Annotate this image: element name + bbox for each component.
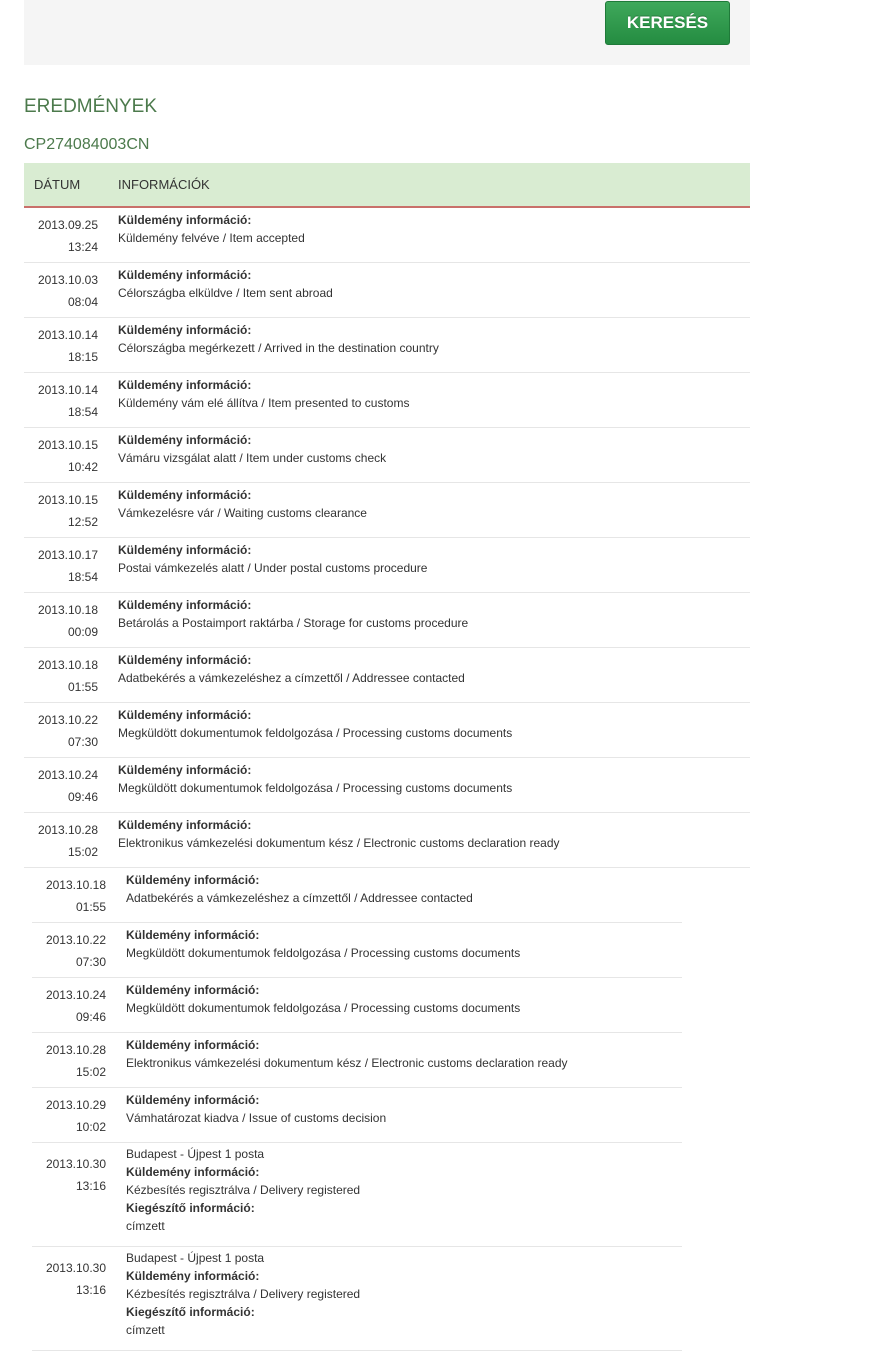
results-table-body xyxy=(24,208,750,868)
table-row xyxy=(24,648,750,703)
row-info xyxy=(118,376,409,412)
row-time: 18:54 xyxy=(67,570,98,584)
row-info-text: Küldemény vám elé állítva / Item presented to customs xyxy=(118,396,410,410)
row-info-text: Kézbesítés regisztrálva / Delivery registered xyxy=(126,1183,361,1197)
row-info-label: Küldemény információ: xyxy=(126,1269,260,1283)
row-info-label: Küldemény információ: xyxy=(118,433,252,447)
row-datetime xyxy=(32,984,106,1028)
table-row xyxy=(24,813,750,868)
tracking-code: CP274084003CN xyxy=(24,136,150,153)
row-date: 2013.10.28 xyxy=(37,823,98,837)
row-time: 15:02 xyxy=(67,845,98,859)
table-row xyxy=(32,868,682,923)
column-header-date: DÁTUM xyxy=(34,177,81,192)
row-info-label: Küldemény információ: xyxy=(118,763,252,777)
row-datetime xyxy=(32,874,106,918)
row-extra-label: Kiegészítő információ: xyxy=(126,1305,255,1319)
row-info-label: Küldemény információ: xyxy=(126,928,260,942)
row-datetime xyxy=(24,819,98,863)
search-panel xyxy=(24,0,750,65)
row-time: 07:30 xyxy=(67,735,98,749)
results-heading: EREDMÉNYEK xyxy=(24,96,158,117)
row-datetime xyxy=(32,1153,106,1197)
row-info xyxy=(118,266,333,302)
row-info xyxy=(118,211,305,247)
row-info xyxy=(126,926,520,962)
row-date: 2013.10.15 xyxy=(37,438,98,452)
row-time: 01:55 xyxy=(75,900,106,914)
row-info-label: Küldemény információ: xyxy=(118,378,252,392)
row-datetime xyxy=(24,379,98,423)
row-time: 12:52 xyxy=(67,515,98,529)
row-datetime xyxy=(32,1039,106,1083)
row-datetime xyxy=(24,489,98,533)
row-datetime xyxy=(32,1257,106,1301)
row-info-label: Küldemény információ: xyxy=(118,653,252,667)
row-time: 09:46 xyxy=(67,790,98,804)
table-row xyxy=(32,923,682,978)
row-time: 10:42 xyxy=(67,460,98,474)
table-row xyxy=(32,1143,682,1247)
row-time: 01:55 xyxy=(67,680,98,694)
row-date: 2013.10.15 xyxy=(37,493,98,507)
row-time: 07:30 xyxy=(75,955,106,969)
row-info-label: Küldemény információ: xyxy=(126,873,260,887)
table-row xyxy=(32,1088,682,1143)
row-datetime xyxy=(24,324,98,368)
row-info-text: Megküldött dokumentumok feldolgozása / Processing customs documents xyxy=(126,1001,521,1015)
table-row xyxy=(24,593,750,648)
row-date: 2013.10.03 xyxy=(37,273,98,287)
row-info-text: Célországba megérkezett / Arrived in the destination country xyxy=(118,341,439,355)
row-extra-text: címzett xyxy=(126,1323,165,1337)
row-info-text: Betárolás a Postaimport raktárba / Storage for customs procedure xyxy=(118,616,469,630)
row-datetime xyxy=(24,654,98,698)
row-info xyxy=(126,1036,568,1072)
row-date: 2013.10.29 xyxy=(45,1098,106,1112)
table-row xyxy=(32,978,682,1033)
row-location: Budapest - Újpest 1 posta xyxy=(126,1251,265,1265)
row-datetime xyxy=(24,544,98,588)
row-datetime xyxy=(32,1094,106,1138)
table-row xyxy=(24,483,750,538)
row-info xyxy=(118,761,512,797)
results-table-body-secondary xyxy=(32,868,682,1351)
row-location: Budapest - Újpest 1 posta xyxy=(126,1147,265,1161)
row-datetime xyxy=(24,764,98,808)
row-info-text: Megküldött dokumentumok feldolgozása / Processing customs documents xyxy=(118,781,513,795)
row-date: 2013.10.17 xyxy=(37,548,98,562)
row-date: 2013.10.28 xyxy=(45,1043,106,1057)
row-info-text: Vámkezelésre vár / Waiting customs clearance xyxy=(118,506,367,520)
table-row xyxy=(24,373,750,428)
row-info-label: Küldemény információ: xyxy=(126,983,260,997)
row-info-text: Elektronikus vámkezelési dokumentum kész / Electronic customs declaration ready xyxy=(118,836,560,850)
row-info-text: Kézbesítés regisztrálva / Delivery registered xyxy=(126,1287,361,1301)
row-info-text: Adatbekérés a vámkezeléshez a címzettől / Addressee contacted xyxy=(126,891,473,905)
row-datetime xyxy=(24,269,98,313)
row-datetime xyxy=(24,214,98,258)
table-row xyxy=(24,318,750,373)
table-row xyxy=(24,428,750,483)
row-info-text: Küldemény felvéve / Item accepted xyxy=(118,231,305,245)
row-info-label: Küldemény információ: xyxy=(118,268,252,282)
row-time: 13:16 xyxy=(75,1179,106,1193)
row-info-label: Küldemény információ: xyxy=(126,1165,260,1179)
row-time: 00:09 xyxy=(67,625,98,639)
table-row xyxy=(32,1033,682,1088)
row-info xyxy=(118,321,439,357)
row-time: 13:16 xyxy=(75,1283,106,1297)
row-time: 10:02 xyxy=(75,1120,106,1134)
row-info-label: Küldemény információ: xyxy=(118,213,252,227)
row-datetime xyxy=(24,434,98,478)
row-info-label: Küldemény információ: xyxy=(126,1038,260,1052)
row-info xyxy=(126,981,520,1017)
table-row xyxy=(24,538,750,593)
row-info xyxy=(118,596,468,632)
row-info-text: Megküldött dokumentumok feldolgozása / Processing customs documents xyxy=(126,946,521,960)
row-info xyxy=(118,541,427,577)
row-info-label: Küldemény információ: xyxy=(126,1093,260,1107)
row-info-text: Postai vámkezelés alatt / Under postal customs procedure xyxy=(118,561,428,575)
row-info-label: Küldemény információ: xyxy=(118,488,252,502)
row-date: 2013.10.24 xyxy=(37,768,98,782)
row-time: 13:24 xyxy=(67,240,98,254)
table-row xyxy=(24,703,750,758)
results-table-header xyxy=(24,163,750,208)
column-header-info: INFORMÁCIÓK xyxy=(118,177,210,192)
row-time: 09:46 xyxy=(75,1010,106,1024)
row-date: 2013.10.14 xyxy=(37,328,98,342)
table-row xyxy=(32,1247,682,1351)
row-info-text: Megküldött dokumentumok feldolgozása / Processing customs documents xyxy=(118,726,513,740)
row-info-label: Küldemény információ: xyxy=(118,543,252,557)
table-row xyxy=(24,758,750,813)
row-date: 2013.10.22 xyxy=(45,933,106,947)
row-info xyxy=(126,871,473,907)
row-date: 2013.10.14 xyxy=(37,383,98,397)
row-time: 18:15 xyxy=(67,350,98,364)
search-button[interactable]: KERESÉS xyxy=(605,1,730,45)
row-info-text: Vámhatározat kiadva / Issue of customs decision xyxy=(126,1111,387,1125)
row-date: 2013.10.18 xyxy=(45,878,106,892)
row-info-text: Célországba elküldve / Item sent abroad xyxy=(118,286,333,300)
row-info-label: Küldemény információ: xyxy=(118,323,252,337)
row-extra-text: címzett xyxy=(126,1219,165,1233)
row-time: 15:02 xyxy=(75,1065,106,1079)
row-extra-label: Kiegészítő információ: xyxy=(126,1201,255,1215)
row-date: 2013.10.22 xyxy=(37,713,98,727)
row-datetime xyxy=(24,599,98,643)
row-info xyxy=(118,706,512,742)
row-info xyxy=(118,486,367,522)
row-info xyxy=(118,816,560,852)
row-info xyxy=(118,651,465,687)
row-date: 2013.10.30 xyxy=(45,1261,106,1275)
row-date: 2013.10.18 xyxy=(37,658,98,672)
row-info-text: Vámáru vizsgálat alatt / Item under customs check xyxy=(118,451,387,465)
row-time: 18:54 xyxy=(67,405,98,419)
row-info xyxy=(126,1091,386,1127)
row-info xyxy=(126,1145,360,1235)
row-info xyxy=(126,1249,360,1339)
row-date: 2013.09.25 xyxy=(37,218,98,232)
table-row xyxy=(24,208,750,263)
row-info-label: Küldemény információ: xyxy=(118,708,252,722)
row-date: 2013.10.24 xyxy=(45,988,106,1002)
row-date: 2013.10.18 xyxy=(37,603,98,617)
table-row xyxy=(24,263,750,318)
row-datetime xyxy=(24,709,98,753)
row-time: 08:04 xyxy=(67,295,98,309)
row-datetime xyxy=(32,929,106,973)
row-info xyxy=(118,431,386,467)
row-date: 2013.10.30 xyxy=(45,1157,106,1171)
row-info-text: Elektronikus vámkezelési dokumentum kész / Electronic customs declaration ready xyxy=(126,1056,568,1070)
row-info-text: Adatbekérés a vámkezeléshez a címzettől / Addressee contacted xyxy=(118,671,465,685)
row-info-label: Küldemény információ: xyxy=(118,598,252,612)
row-info-label: Küldemény információ: xyxy=(118,818,252,832)
